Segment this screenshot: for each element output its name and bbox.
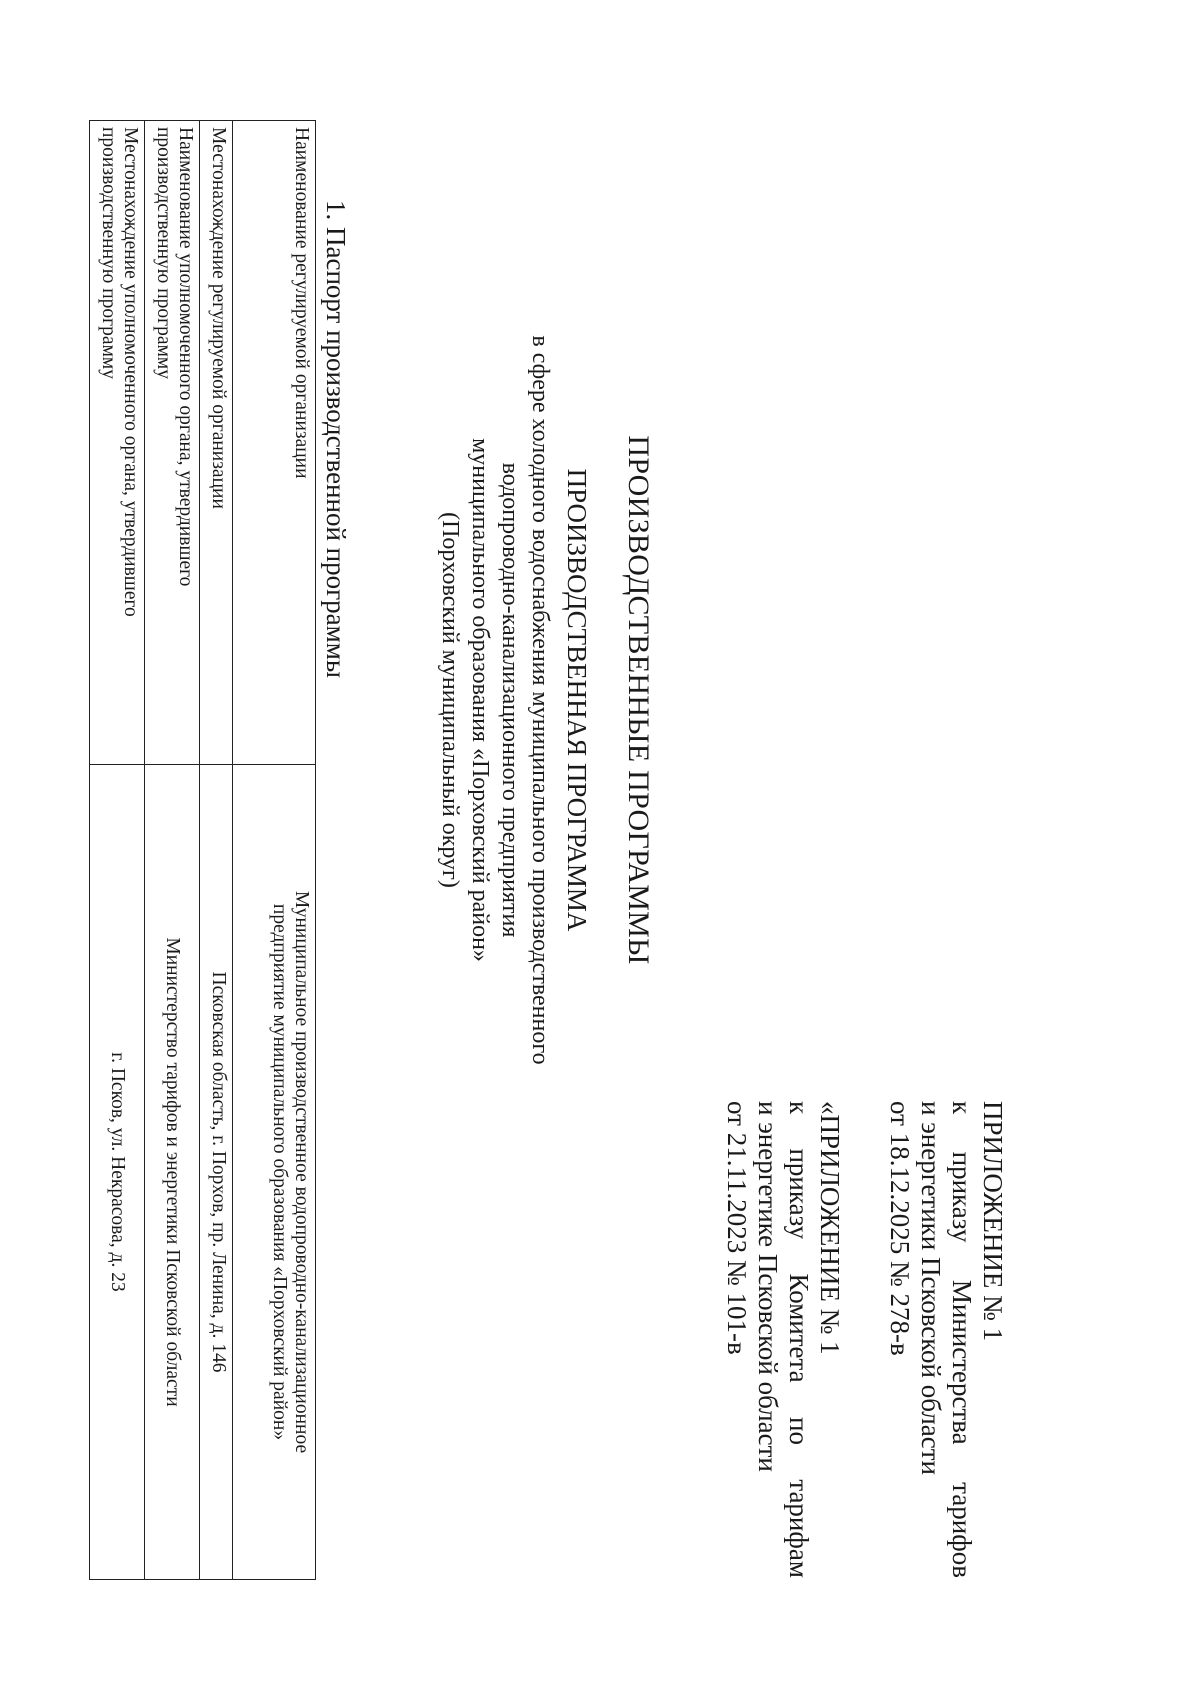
table-cell-label: Местонахождение регулируемой организации — [200, 121, 233, 765]
approval-block-current — [884, 1101, 1008, 1578]
approval-word: к — [947, 1101, 977, 1115]
cell-line: Муниципальное производственное водопроводно-канализационное — [291, 890, 312, 1454]
table-cell-label: Наименование регулируемой организации — [233, 121, 316, 765]
table-cell-value — [233, 765, 316, 1580]
table-cell-value — [90, 765, 145, 1580]
document-title: ПРОИЗВОДСТВЕННЫЕ ПРОГРАММЫ — [622, 435, 655, 965]
approval-word: приказу — [947, 1151, 977, 1243]
passport-table — [89, 120, 316, 1580]
subtitle-line: (Порховский муниципальный округ) — [437, 512, 463, 888]
approval-word: к — [784, 1101, 814, 1115]
approval-date-number: от 18.12.2025 № 278-в — [885, 1101, 915, 1356]
cell-line: производственную программу — [98, 127, 119, 380]
table-row — [200, 121, 233, 1580]
cell-line: г. Псков, ул. Некрасова, д. 23 — [107, 1052, 128, 1292]
table-cell-value — [145, 765, 200, 1580]
program-subtitle — [435, 200, 555, 1200]
approval-word: Комитета — [784, 1273, 814, 1383]
subtitle-line: в сфере холодного водоснабжения муниципального производственного — [527, 335, 553, 1065]
cell-line: Министерство тарифов и энергетики Псковской области — [162, 937, 183, 1407]
approval-word: Министерства — [947, 1279, 977, 1445]
approval-order-line — [946, 1101, 977, 1578]
cell-line: Псковская область, г. Порхов, пр. Ленина, д. 146 — [208, 971, 229, 1373]
approval-heading: «ПРИЛОЖЕНИЕ № 1 — [815, 1101, 845, 1355]
cell-line: предприятие муниципального образования «Порховский район» — [269, 903, 290, 1441]
subtitle-line: муниципального образования «Порховский район» — [467, 438, 493, 962]
cell-line: Местонахождение уполномоченного органа, утвердившего — [120, 127, 141, 617]
approval-word: тарифов — [947, 1482, 977, 1578]
table-row — [90, 121, 145, 1580]
table-cell-value — [200, 765, 233, 1580]
table-row — [233, 121, 316, 1580]
table-cell-label — [90, 121, 145, 765]
approval-order-line — [783, 1101, 814, 1578]
approval-block-previous — [721, 1101, 845, 1578]
approval-word: тарифам — [784, 1479, 814, 1578]
approval-word: приказу — [784, 1148, 814, 1240]
table-row — [145, 121, 200, 1580]
approval-word: по — [784, 1417, 814, 1445]
program-title: ПРОИЗВОДСТВЕННАЯ ПРОГРАММА — [562, 468, 592, 932]
approval-authority-line: и энергетики Псковской области — [916, 1101, 946, 1475]
table-cell-label — [145, 121, 200, 765]
cell-line: производственную программу — [153, 127, 174, 380]
cell-line: Наименование уполномоченного органа, утвердившего — [175, 127, 196, 587]
approval-authority-line: и энергетике Псковской области — [753, 1101, 783, 1472]
approval-heading: ПРИЛОЖЕНИЕ № 1 — [978, 1101, 1008, 1342]
approval-date-number: от 21.11.2023 № 101-в — [722, 1101, 752, 1355]
section-heading: 1. Паспорт производственной программы — [321, 200, 351, 678]
subtitle-line: водопроводно-канализационного предприятия — [497, 462, 523, 938]
